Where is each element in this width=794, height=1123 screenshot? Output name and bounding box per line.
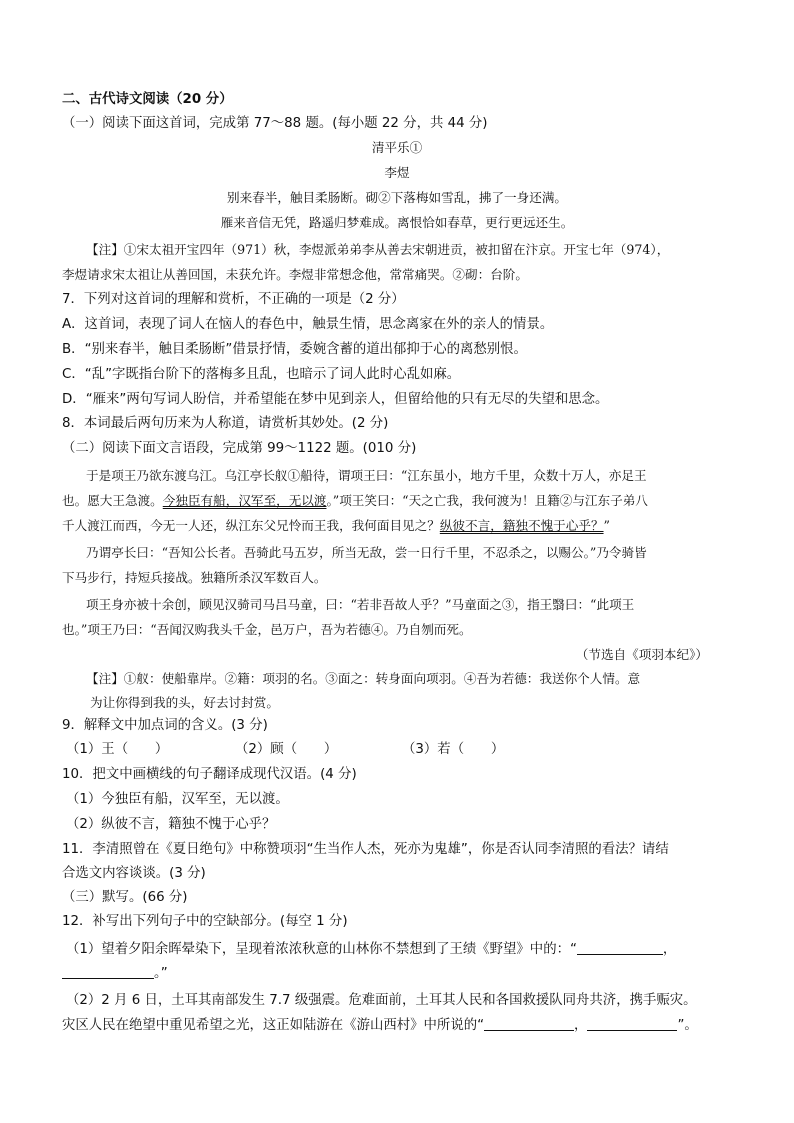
part1-header: （一）阅读下面这首词，完成第 77～88 题。(每小题 22 分，共 44 分): [62, 116, 488, 131]
underlined-sentence-2: 纵彼不言，籍独不愧于心乎？: [439, 518, 604, 533]
q12-item-2-line2: [62, 1016, 754, 1036]
q11-line-1: 11．李清照曾在《夏日绝句》中称赞项羽“生当作人杰，死亦为鬼雄”，你是否认同李清照的看法？请结: [62, 842, 669, 857]
passage-p3-line1: 项王身亦被十余创，顾见汉骑司马吕马童，曰：“若非吾故人乎？”马童面之③，指王翳曰：“此项王: [86, 597, 635, 612]
passage-p3-line2: 也。”项王乃曰：“吾闻汉购我头千金，邑万户，吾为若德④。乃自刎而死。: [62, 622, 472, 637]
answer-blank[interactable]: [587, 1016, 677, 1031]
q7-option-b: B．“别来春半，触目柔肠断”借景抒情，委婉含蓄的道出郁抑于心的离愁别恨。: [62, 342, 527, 357]
q12-item-1-text: （1）望着夕阳余晖晕染下，呈现着浓浓秋意的山林你不禁想到了王绩《野望》中的：“: [66, 942, 577, 957]
q7-option-a: A．这首词，表现了词人在恼人的春色中，触景生情，思念离家在外的亲人的情景。: [62, 317, 554, 332]
passage-text: 千人渡江而西，今无一人还，纵江东父兄怜而王我，我何面目见之？: [62, 518, 440, 533]
poem-line-2: 雁来音信无凭，路遥归梦难成。离恨恰如春草，更行更远还生。: [220, 215, 574, 230]
punctuation: 。”: [154, 966, 168, 981]
punctuation: ”。: [677, 1018, 698, 1033]
q12-stem: 12．补写出下列句子中的空缺部分。(每空 1 分): [62, 914, 348, 929]
q7-option-d: D．“雁来”两句写词人盼信，并希望能在梦中见到亲人，但留给他的只有无尽的失望和思念。: [62, 392, 609, 407]
passage-text: 。”项王笑曰：“天之亡我，我何渡为！且籍②与江东子弟八: [326, 493, 648, 508]
q12-item-2-line1: （2）2 月 6 日，土耳其南部发生 7.7 级强震。危难面前，土耳其人民和各国救援队同舟共济，携手赈灾。: [66, 993, 697, 1008]
answer-blank[interactable]: [484, 1016, 574, 1031]
passage-note-1: 【注】①舣：使船靠岸。②籍：项羽的名。③面之：转身面向项羽。④吾为若德：我送你个人情。意: [86, 671, 641, 686]
q7-option-c: C．“乱”字既指台阶下的落梅多且乱，也暗示了词人此时心乱如麻。: [62, 367, 461, 382]
passage-p1-line3: [62, 516, 754, 536]
q12-item-1-line2: [62, 964, 754, 984]
punctuation: ，: [574, 1018, 588, 1033]
q9-item-3: （3）若（ ）: [402, 742, 505, 757]
underlined-sentence-1: 今独臣有船，汉军至，无以渡: [162, 493, 327, 508]
part3-header: （三）默写。(66 分): [62, 890, 188, 905]
passage-p2-line1: 乃谓亭长曰：“吾知公长者。吾骑此马五岁，所当无敌，尝一日行千里，不忍杀之，以赐公。”乃令骑皆: [86, 545, 647, 560]
poem-title: 清平乐①: [371, 140, 423, 155]
q12-item-2-text: 灾区人民在绝望中重见希望之光，这正如陆游在《游山西村》中所说的“: [62, 1018, 485, 1033]
q10-sentence-1: （1）今独臣有船，汉军至，无以渡。: [66, 792, 289, 807]
q11-line-2: 合选文内容谈谈。(3 分): [62, 866, 206, 881]
passage-text: ”: [603, 518, 610, 533]
poem-note-1: 【注】①宋太祖开宝四年（971）秋，李煜派弟弟李从善去宋朝进贡，被扣留在汴京。开宝七年（974），: [86, 242, 670, 257]
answer-blank[interactable]: [577, 940, 663, 955]
q8-stem: 8．本词最后两句历来为人称道，请赏析其妙处。(2 分): [62, 416, 389, 431]
q12-item-1-line1: [66, 940, 754, 960]
section-heading: 二、古代诗文阅读（20 分）: [62, 92, 233, 107]
answer-blank[interactable]: [62, 964, 154, 979]
passage-text: 也。愿大王急渡。: [62, 493, 163, 508]
q10-sentence-2: （2）纵彼不言，籍独不愧于心乎？: [66, 817, 276, 832]
q9-stem: 9．解释文中加点词的含义。(3 分): [62, 718, 268, 733]
passage-note-2: 为让你得到我的头，好去讨封赏。: [90, 695, 279, 710]
q7-stem: 7．下列对这首词的理解和赏析，不正确的一项是（2 分）: [62, 292, 405, 307]
q9-item-1: （1）王（ ）: [66, 742, 169, 757]
passage-p1-line1: 于是项王乃欲东渡乌江。乌江亭长舣①船待，谓项王曰：“江东虽小，地方千里，众数十万人，亦足王: [86, 468, 647, 483]
q10-stem: 10．把文中画横线的句子翻译成现代汉语。(4 分): [62, 767, 357, 782]
poem-author: 李煜: [384, 165, 410, 180]
poem-line-1: 别来春半，触目柔肠断。砌②下落梅如雪乱，拂了一身还满。: [226, 190, 568, 205]
punctuation: ，: [662, 942, 677, 957]
part2-header: （二）阅读下面文言语段，完成第 99～1122 题。(010 分): [62, 441, 417, 456]
q9-item-2: （2）顾（ ）: [235, 742, 338, 757]
passage-source: （节选自《项羽本纪》）: [575, 647, 708, 662]
poem-note-2: 李煜请求宋太祖让从善回国，未获允许。李煜非常想念他，常常痛哭。②砌：台阶。: [62, 267, 528, 282]
passage-p2-line2: 下马步行，持短兵接战。独籍所杀汉军数百人。: [62, 570, 327, 585]
passage-p1-line2: [62, 491, 754, 511]
